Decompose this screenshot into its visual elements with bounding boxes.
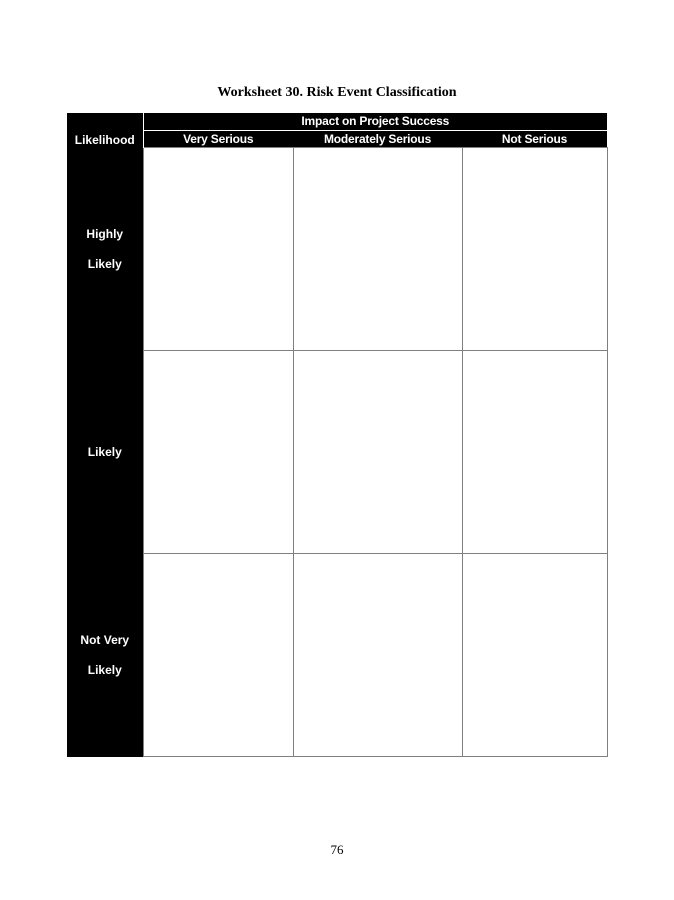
row-label-line: Highly — [86, 227, 124, 241]
row-label-likely — [67, 351, 143, 554]
row-label-not-very-likely — [67, 554, 143, 757]
row-label-line: Likely — [87, 445, 122, 459]
risk-classification-table — [67, 113, 608, 757]
cell-likely-not-serious[interactable] — [462, 351, 607, 554]
column-header-not-serious: Not Serious — [462, 131, 607, 148]
impact-header: Impact on Project Success — [143, 113, 607, 131]
row-label-line: Likely — [87, 663, 122, 677]
cell-likely-moderately-serious[interactable] — [293, 351, 462, 554]
row-label-line: Not Very — [80, 633, 130, 647]
page-number: 76 — [330, 842, 344, 857]
cell-not-very-likely-very-serious[interactable] — [143, 554, 293, 757]
column-header-moderately-serious: Moderately Serious — [293, 131, 462, 148]
cell-not-very-likely-not-serious[interactable] — [462, 554, 607, 757]
row-label-line: Likely — [87, 257, 122, 271]
row-label-highly-likely — [67, 148, 143, 351]
cell-highly-likely-moderately-serious[interactable] — [293, 148, 462, 351]
page-title: Worksheet 30. Risk Event Classification — [217, 85, 457, 100]
likelihood-header: Likelihood — [67, 113, 143, 148]
cell-likely-very-serious[interactable] — [143, 351, 293, 554]
column-header-very-serious: Very Serious — [143, 131, 293, 148]
cell-highly-likely-very-serious[interactable] — [143, 148, 293, 351]
cell-not-very-likely-moderately-serious[interactable] — [293, 554, 462, 757]
cell-highly-likely-not-serious[interactable] — [462, 148, 607, 351]
